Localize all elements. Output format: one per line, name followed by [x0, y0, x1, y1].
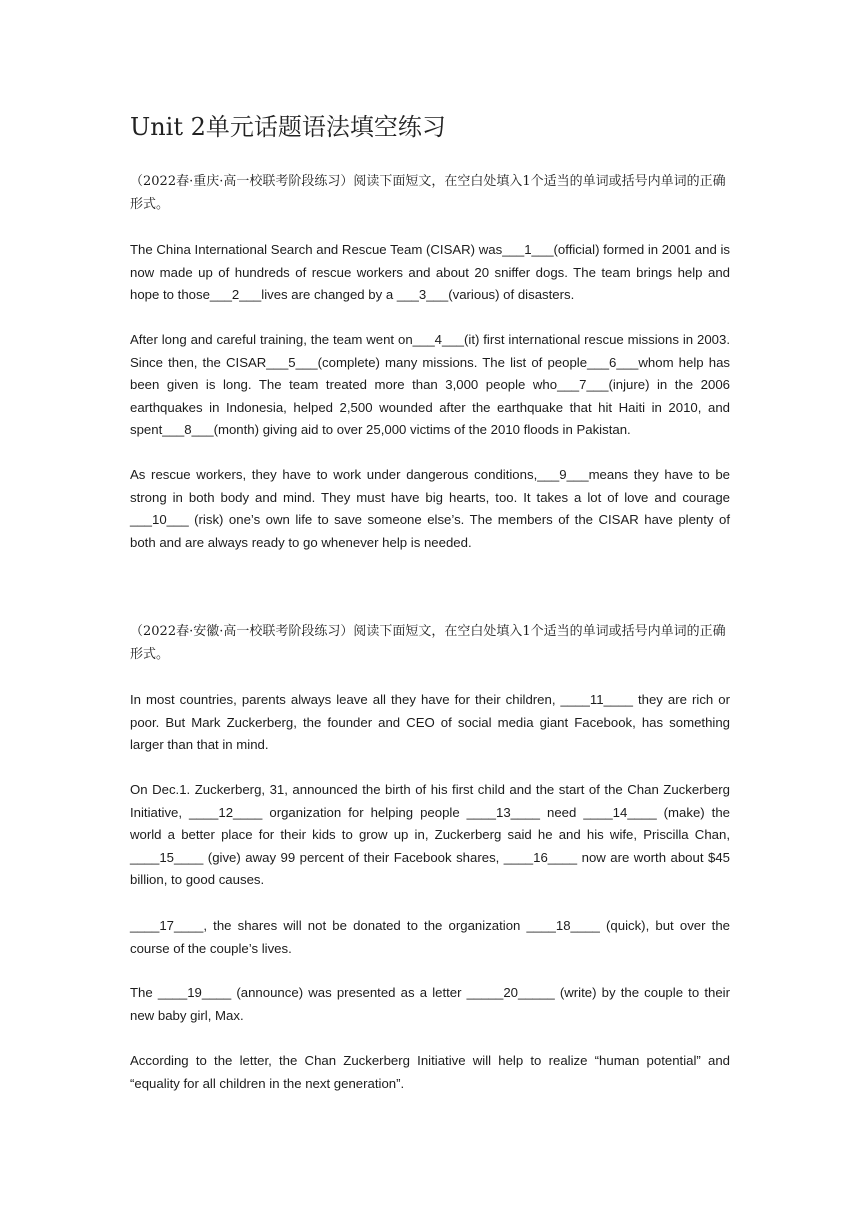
- section2-instruction: （2022春·安徽·高一校联考阶段练习）阅读下面短文，在空白处填入1个适当的单词或括号内单词的正确形式。: [130, 624, 726, 662]
- section1-paragraph-3: As rescue workers, they have to work under dangerous conditions,___9___means they have to be strong in both body and mind. They must have big hearts, too. It takes a lot of love and courage ___10___ (risk) one’s own life to save someone else’s. The members of the CISAR have plenty of both and are always ready to go whenever help is needed.: [130, 467, 730, 550]
- section2-paragraph-1: In most countries, parents always leave all they have for their children, ____11____ they are rich or poor. But Mark Zuckerberg, the founder and CEO of social media giant Facebook, has something larger than that in mind.: [130, 692, 730, 753]
- section2-paragraph-2: On Dec.1. Zuckerberg, 31, announced the birth of his first child and the start of the Chan Zuckerberg Initiative, ____12____ organization for helping people ____13____ need ____14____ (make) the world a better place for their kids to grow up in, Zuckerberg said he and his wife, Priscilla Chan, ____15____ (give) away 99 percent of their Facebook shares, ____16____ now are worth about $45 billion, to good causes.: [130, 782, 730, 888]
- section1-instruction: （2022春·重庆·高一校联考阶段练习）阅读下面短文，在空白处填入1个适当的单词或括号内单词的正确形式。: [130, 174, 726, 212]
- section1-paragraph-2: After long and careful training, the team went on___4___(it) first international rescue missions in 2003. Since then, the CISAR___5___(complete) many missions. The list of people___6___whom help has been given is long. The team treated more than 3,000 people who___7___(injure) in the 2006 earthquakes in Indonesia, helped 2,500 wounded after the earthquake that hit Haiti in 2010, and spent___8___(month) giving aid to over 25,000 victims of the 2010 floods in Pakistan.: [130, 332, 730, 438]
- page-title: Unit 2单元话题语法填空练习: [130, 113, 446, 141]
- section2-paragraph-5: According to the letter, the Chan Zuckerberg Initiative will help to realize “human potential” and “equality for all children in the next generation”.: [130, 1053, 730, 1091]
- section1-paragraph-1: The China International Search and Rescue Team (CISAR) was___1___(official) formed in 2001 and is now made up of hundreds of rescue workers and about 20 sniffer dogs. The team brings help and hope to those___2___lives are changed by a ___3___(various) of disasters.: [130, 242, 730, 303]
- section2-paragraph-3: ____17____, the shares will not be donated to the organization ____18____ (quick), but over the course of the couple’s lives.: [130, 918, 730, 956]
- section2-paragraph-4: The ____19____ (announce) was presented as a letter _____20_____ (write) by the couple to their new baby girl, Max.: [130, 985, 730, 1023]
